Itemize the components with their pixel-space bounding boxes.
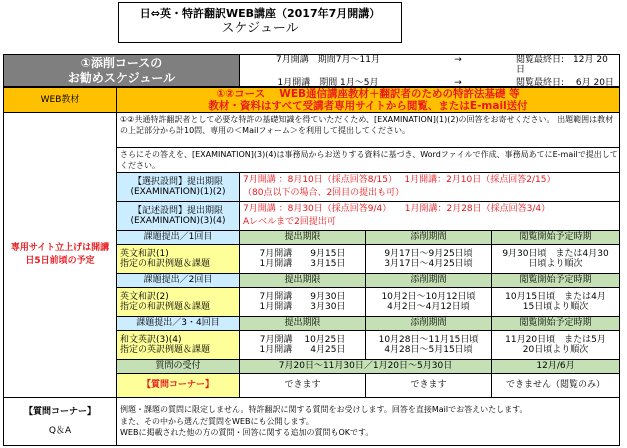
course1-row-july — [240, 54, 619, 76]
question-available-view: できません（閲覧のみ） — [491, 373, 620, 398]
page-title: 日⇔英・特許翻訳WEB講座（2017年7月開講） — [139, 6, 381, 20]
question-corner-label: 【質問コーナー】 — [116, 373, 240, 398]
course1-period-label: 7月開講 期間7月～11月 — [276, 54, 380, 65]
course1-period-label: 1月開講 期間 1月～5月 — [277, 77, 379, 87]
page-subtitle: スケジュール — [221, 21, 299, 37]
web-description — [116, 87, 620, 113]
arrow-icon: → — [454, 77, 462, 87]
course1-periods — [239, 54, 620, 87]
web-label: WEB教材 — [3, 87, 117, 113]
title-box — [118, 2, 402, 43]
qa-text — [116, 397, 620, 446]
qa-line3: WEBに掲載された他の方の質問・回答に関する追加の質問もOKです。 — [120, 428, 374, 438]
intro-para2: さらにその答えを、[EXAMINATION](3)(4)は事務局からお送りする資料に基づき、Wordファイルで作成、事務局あてにE-mailで提出してください。 — [116, 147, 620, 173]
table3-view: 11月20日頃 または5月 20日頃より順次 — [491, 330, 620, 360]
side-note: 専用サイト立上げは開講日5日前頃の予定 — [3, 112, 117, 398]
table2-header-view: 閲覧開始予定時期 — [491, 273, 620, 288]
exam34-text: 7月開講 ：8月30日（採点回答9/4） 1月開講：2月28日（採点回答3/4） Aレベルまで2回提出可 — [239, 201, 620, 231]
table2-row-label: 英文和訳(2) 指定の和訳例題＆課題 — [116, 287, 240, 317]
question-available-deadline: できます — [239, 373, 366, 398]
table2-deadline: 7月開講 9月30日 1月開講 3月30日 — [239, 287, 366, 317]
table3-header-period: 添削期間 — [365, 316, 492, 331]
course1-row-january — [240, 76, 619, 87]
course1-name: ①添削コースの お勧めスケジュール — [3, 54, 240, 87]
table2-header-deadline: 提出期限 — [239, 273, 366, 288]
table1-row-label: 英文和訳(1) 指定の和訳例題＆課題 — [116, 244, 240, 274]
table3-period: 10月28日～11月15日頃 4月28日～5月15日頃 — [365, 330, 492, 360]
question-period-value: 7月20日～11月30日／1月20日～5月30日 — [239, 359, 492, 374]
intro-para1: ①②共通特許翻訳者として必要な特許の基礎知識を得ていただくため、[EXAMINATION](1)(2)の回答をお寄せください。 出題範囲は教材の上記部分から計10問、専用の＜Mailフォーム＞を利用して提出してください。 — [116, 112, 620, 148]
table1-period: 9月17日～9月25日頃 3月17日～4月25日頃 — [365, 244, 492, 274]
table3-deadline: 7月開講 10月25日 1月開講 4月25日 — [239, 330, 366, 360]
table1-header-deadline: 提出期限 — [239, 230, 366, 245]
arrow-icon: → — [454, 54, 462, 65]
web-line1: ①②コース WEB通信講座教材＋翻訳者のための特許法基礎 等 — [216, 87, 520, 100]
exam12-label: 【選択設問】提出期限 (EXAMINATION)(1)(2) — [116, 172, 240, 202]
qa-label-sub: Q＆A — [48, 425, 72, 436]
question-period-extra: 12月/6月 — [491, 359, 620, 374]
table3-header-round: 課題提出／3・4回目 — [116, 316, 240, 331]
table2-header-round: 課題提出／2回目 — [116, 273, 240, 288]
table1-header-round: 課題提出／1回目 — [116, 230, 240, 245]
question-period-label: 質問の受付 — [116, 359, 240, 374]
table3-header-deadline: 提出期限 — [239, 316, 366, 331]
qa-label-title: 【質問コーナー】 — [23, 407, 96, 418]
table1-header-period: 添削期間 — [365, 230, 492, 245]
exam34-label: 【記述設問】提出期限 (EXAMINATION)(3)(4) — [116, 201, 240, 231]
table3-row-label: 和文英訳(3)(4) 指定の英訳例題＆課題 — [116, 330, 240, 360]
table1-view: 9月30日頃 または4月30 日頃より順次 — [491, 244, 620, 274]
qa-line2: また、その中から選んだ質問をWEBにも公開します。 — [120, 416, 314, 426]
table2-period: 10月2日～10月12日頃 4月2日～4月12日頃 — [365, 287, 492, 317]
question-available-period: できます — [365, 373, 492, 398]
table3-header-view: 閲覧開始予定時期 — [491, 316, 620, 331]
table1-deadline: 7月開講 9月15日 1月開講 3月15日 — [239, 244, 366, 274]
course1-end-date: 閲覧最終日: 12月 20日 — [516, 54, 608, 76]
qa-line1: 例題・課題の質問に限定しません。特許翻訳に関する質問をお受けします。回答を直接Mailでお答えいたします。 — [120, 405, 528, 415]
web-line2: 教材・資料はすべて受講者専用サイトから閲覧、またはE-mail送付 — [208, 100, 528, 112]
table1-header-view: 閲覧開始予定時期 — [491, 230, 620, 245]
table2-view: 10月15日頃 または4月 15日頃より順次 — [491, 287, 620, 317]
exam12-text: 7月開講 ：8月10日（採点回答8/15） 1月開講：2月10日（採点回答2/15） （80点以下の場合、2回目の提出も可） — [239, 172, 620, 202]
course1-end-date: 閲覧最終日: 6月 20日 — [516, 77, 614, 87]
table2-header-period: 添削期間 — [365, 273, 492, 288]
qa-label — [3, 397, 117, 446]
